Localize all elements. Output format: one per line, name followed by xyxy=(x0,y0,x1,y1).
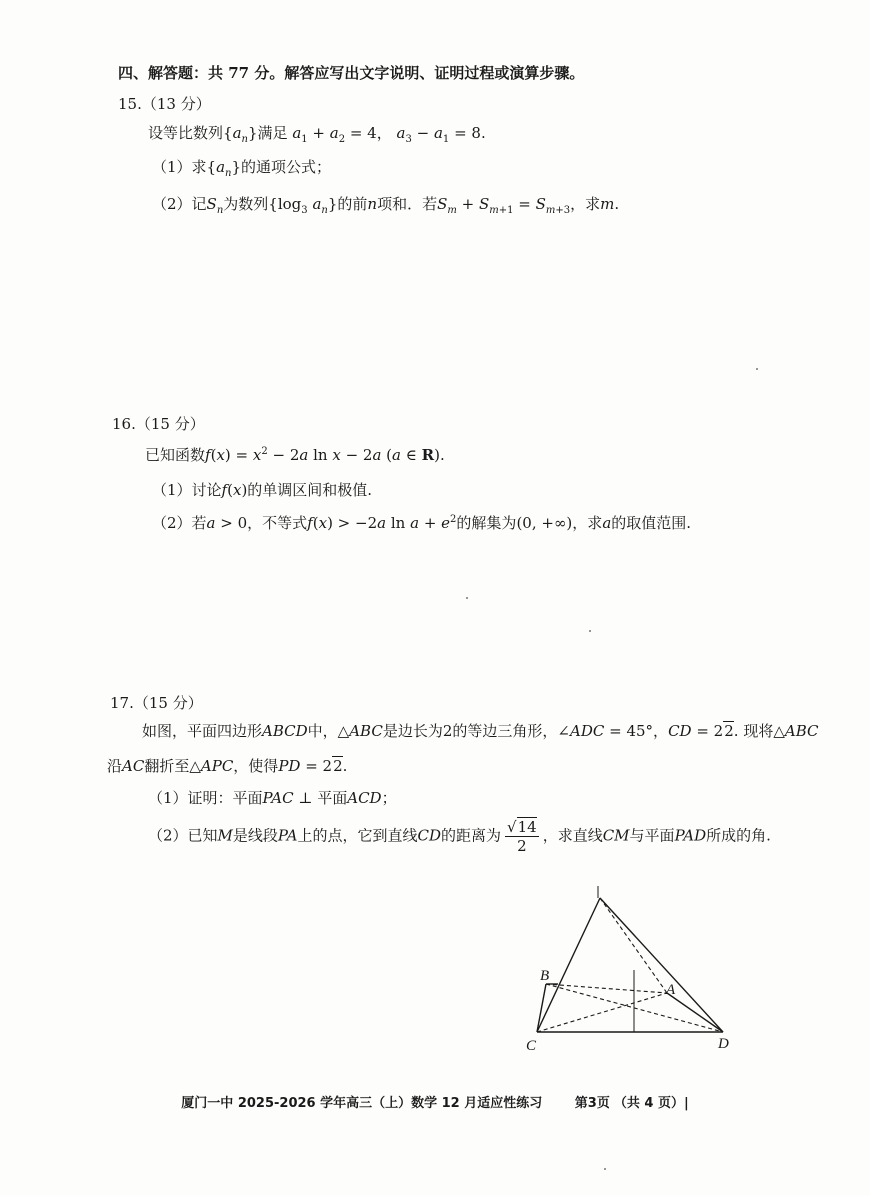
question-16-part-1: （1）讨论f(x)的单调区间和极值. xyxy=(152,481,373,499)
question-17-stem-line-2: 沿AC翻折至△APC，使得PD = 22. xyxy=(107,757,348,775)
question-17-stem-line-1: 如图，平面四边形ABCD中，△ABC是边长为2的等边三角形，∠ADC = 45°，CD = 22. 现将△ABC xyxy=(142,722,819,740)
edge-ad xyxy=(667,993,723,1032)
question-17-number: 17.（15 分） xyxy=(110,694,203,712)
scan-speck xyxy=(589,630,591,632)
edge-pd xyxy=(600,898,723,1032)
label-c: C xyxy=(526,1038,537,1054)
footer-total-pages: （共 4 页）| xyxy=(613,1096,689,1111)
question-15-stem: 设等比数列$\{a_n\}$满足 $a_1 + a_2 = 4$， $a_3 - a_1 = 8$. xyxy=(148,124,486,145)
label-d: D xyxy=(718,1036,729,1052)
scan-speck xyxy=(756,368,758,370)
question-17-part-2: （2）已知M是线段PA上的点，它到直线CD的距离为 $\frac{√14}{2}$ ，求直线CM与平面PAD所成的角. xyxy=(148,818,771,855)
question-16-part-2: （2）若a > 0，不等式f(x) > −2a $\ln a + e^2$的解集为(0, +∞)，求a的取值范围. xyxy=(152,514,692,532)
question-15-part-2: （2）记$S_n$为数列{$\log_3$ $a_n$}的前n项和．若$S_m + S_{m+1} = S_{m+3}$，求m. xyxy=(152,195,620,216)
question-16-number: 16.（15 分） xyxy=(112,415,205,433)
edge-bc xyxy=(537,984,546,1032)
page-footer xyxy=(0,1092,870,1111)
question-15-number: 15.（13 分） xyxy=(118,95,211,113)
edge-pc xyxy=(537,898,600,1032)
footer-exam-title: 厦门一中 2025-2026 学年高三（上）数学 12 月适应性练习 xyxy=(181,1096,543,1111)
scan-speck xyxy=(466,597,468,599)
edge-ba-dashed xyxy=(546,984,667,993)
footer-page-number: 第3页 xyxy=(574,1096,610,1111)
scan-speck xyxy=(604,1168,606,1170)
question-15-part-1: （1）求$\{a_n\}$的通项公式； xyxy=(152,158,332,179)
label-a: A xyxy=(666,982,676,998)
section-title: 四、解答题：共 77 分。解答应写出文字说明、证明过程或演算步骤。 xyxy=(118,64,585,82)
pyramid-figure xyxy=(510,880,750,1060)
label-b: B xyxy=(540,968,550,984)
question-16-stem: 已知函数$f(x) = x^2 - 2a$ ln x − 2a (a ∈ R). xyxy=(145,446,445,464)
question-17-part-1: （1）证明：平面PAC ⊥ 平面ACD； xyxy=(148,789,397,807)
